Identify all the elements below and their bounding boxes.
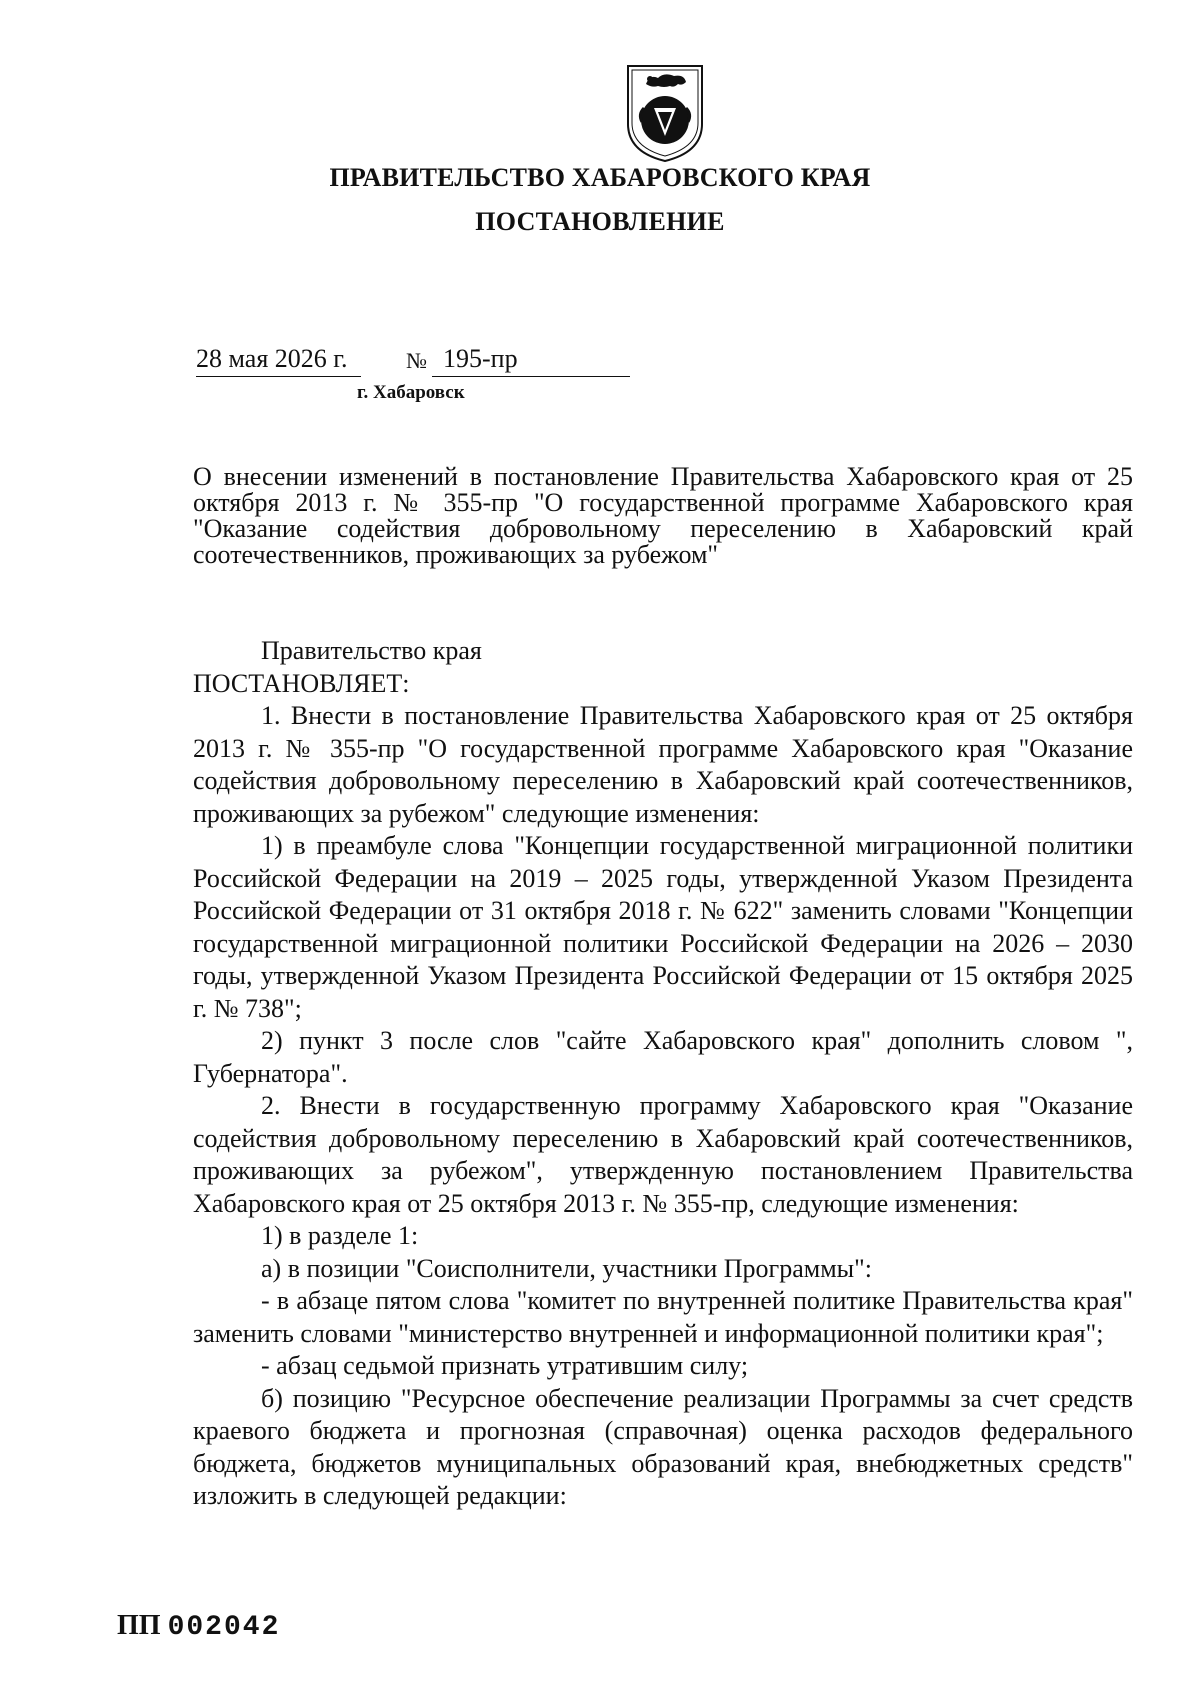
form-serial-code [117,1610,280,1643]
body-paragraph: б) позицию "Ресурсное обеспечение реализации Программы за счет средств краевого бюджета и прогнозная (справочная) оценка расходов федерального бюджета, бюджетов муниципальных образований края, внебюджетных средств" изложить в следующей редакции: [193,1383,1133,1510]
city-name: г. Хабаровск [357,382,465,403]
body-paragraph: а) в позиции "Соисполнители, участники Программы": [261,1253,872,1283]
number-underline [432,376,630,377]
body-paragraph: - абзац седьмой признать утратившим силу; [261,1351,749,1380]
body-paragraph: 1) в разделе 1: [261,1221,419,1250]
body-paragraph: 2. Внести в государственную программу Хабаровского края "Оказание содействия добровольному переселению в Хабаровский край соотечественников, проживающих за рубежом", утвержденную постановлением Правительства Хабаровского края от 25 октября 2013 г. № 355-пр, следующие изменения: [193,1091,1133,1218]
body-paragraph: 1) в преамбуле слова "Концепции государственной миграционной политики Российской Федерации на 2019 – 2025 годы, утвержденной Указом Президента Российской Федерации от 31 октября 2018 г. № 622" заменить словами "Концепции государственной миграционной политики Российской Федерации на 2026 – 2030 годы, утвержденной Указом Президента Российской Федерации от 15 октября 2025 г. № 738"; [193,831,1133,1023]
decree-word: ПОСТАНОВЛЯЕТ: [193,668,410,698]
date-underline [196,376,361,377]
document-number: 195-пр [443,344,518,373]
form-number: 002042 [167,1612,281,1643]
government-title: ПРАВИТЕЛЬСТВО ХАБАРОВСКОГО КРАЯ [329,163,871,192]
form-series: ПП [117,1610,161,1641]
document-type-title: ПОСТАНОВЛЕНИЕ [475,207,725,236]
document-body [193,635,1133,1513]
government-line: Правительство края [261,636,482,665]
body-paragraph: 2) пункт 3 после слов "сайте Хабаровского края" дополнить словом ", Губернатора". [193,1026,1133,1088]
document-date: 28 мая 2026 г. [196,344,348,373]
body-paragraph: 1. Внести в постановление Правительства Хабаровского края от 25 октября 2013 г. № 355-пр "О государственной программе Хабаровского края "Оказание содействия добровольному переселению в Хабаровский край соотечественников, проживающих за рубежом" следующие изменения: [193,701,1133,828]
document-subject: О внесении изменений в постановление Правительства Хабаровского края от 25 октября 2013 г. № 355-пр "О государственной программе Хабаровского края "Оказание содействия добровольному переселению в Хабаровский край соотечественников, проживающих за рубежом" [193,462,1133,569]
number-sign: № [406,348,427,373]
date-number-line [196,344,630,380]
coat-of-arms-emblem [624,62,706,164]
body-paragraph: - в абзаце пятом слова "комитет по внутренней политике Правительства края" заменить словами "министерство внутренней и информационной политики края"; [193,1286,1133,1348]
